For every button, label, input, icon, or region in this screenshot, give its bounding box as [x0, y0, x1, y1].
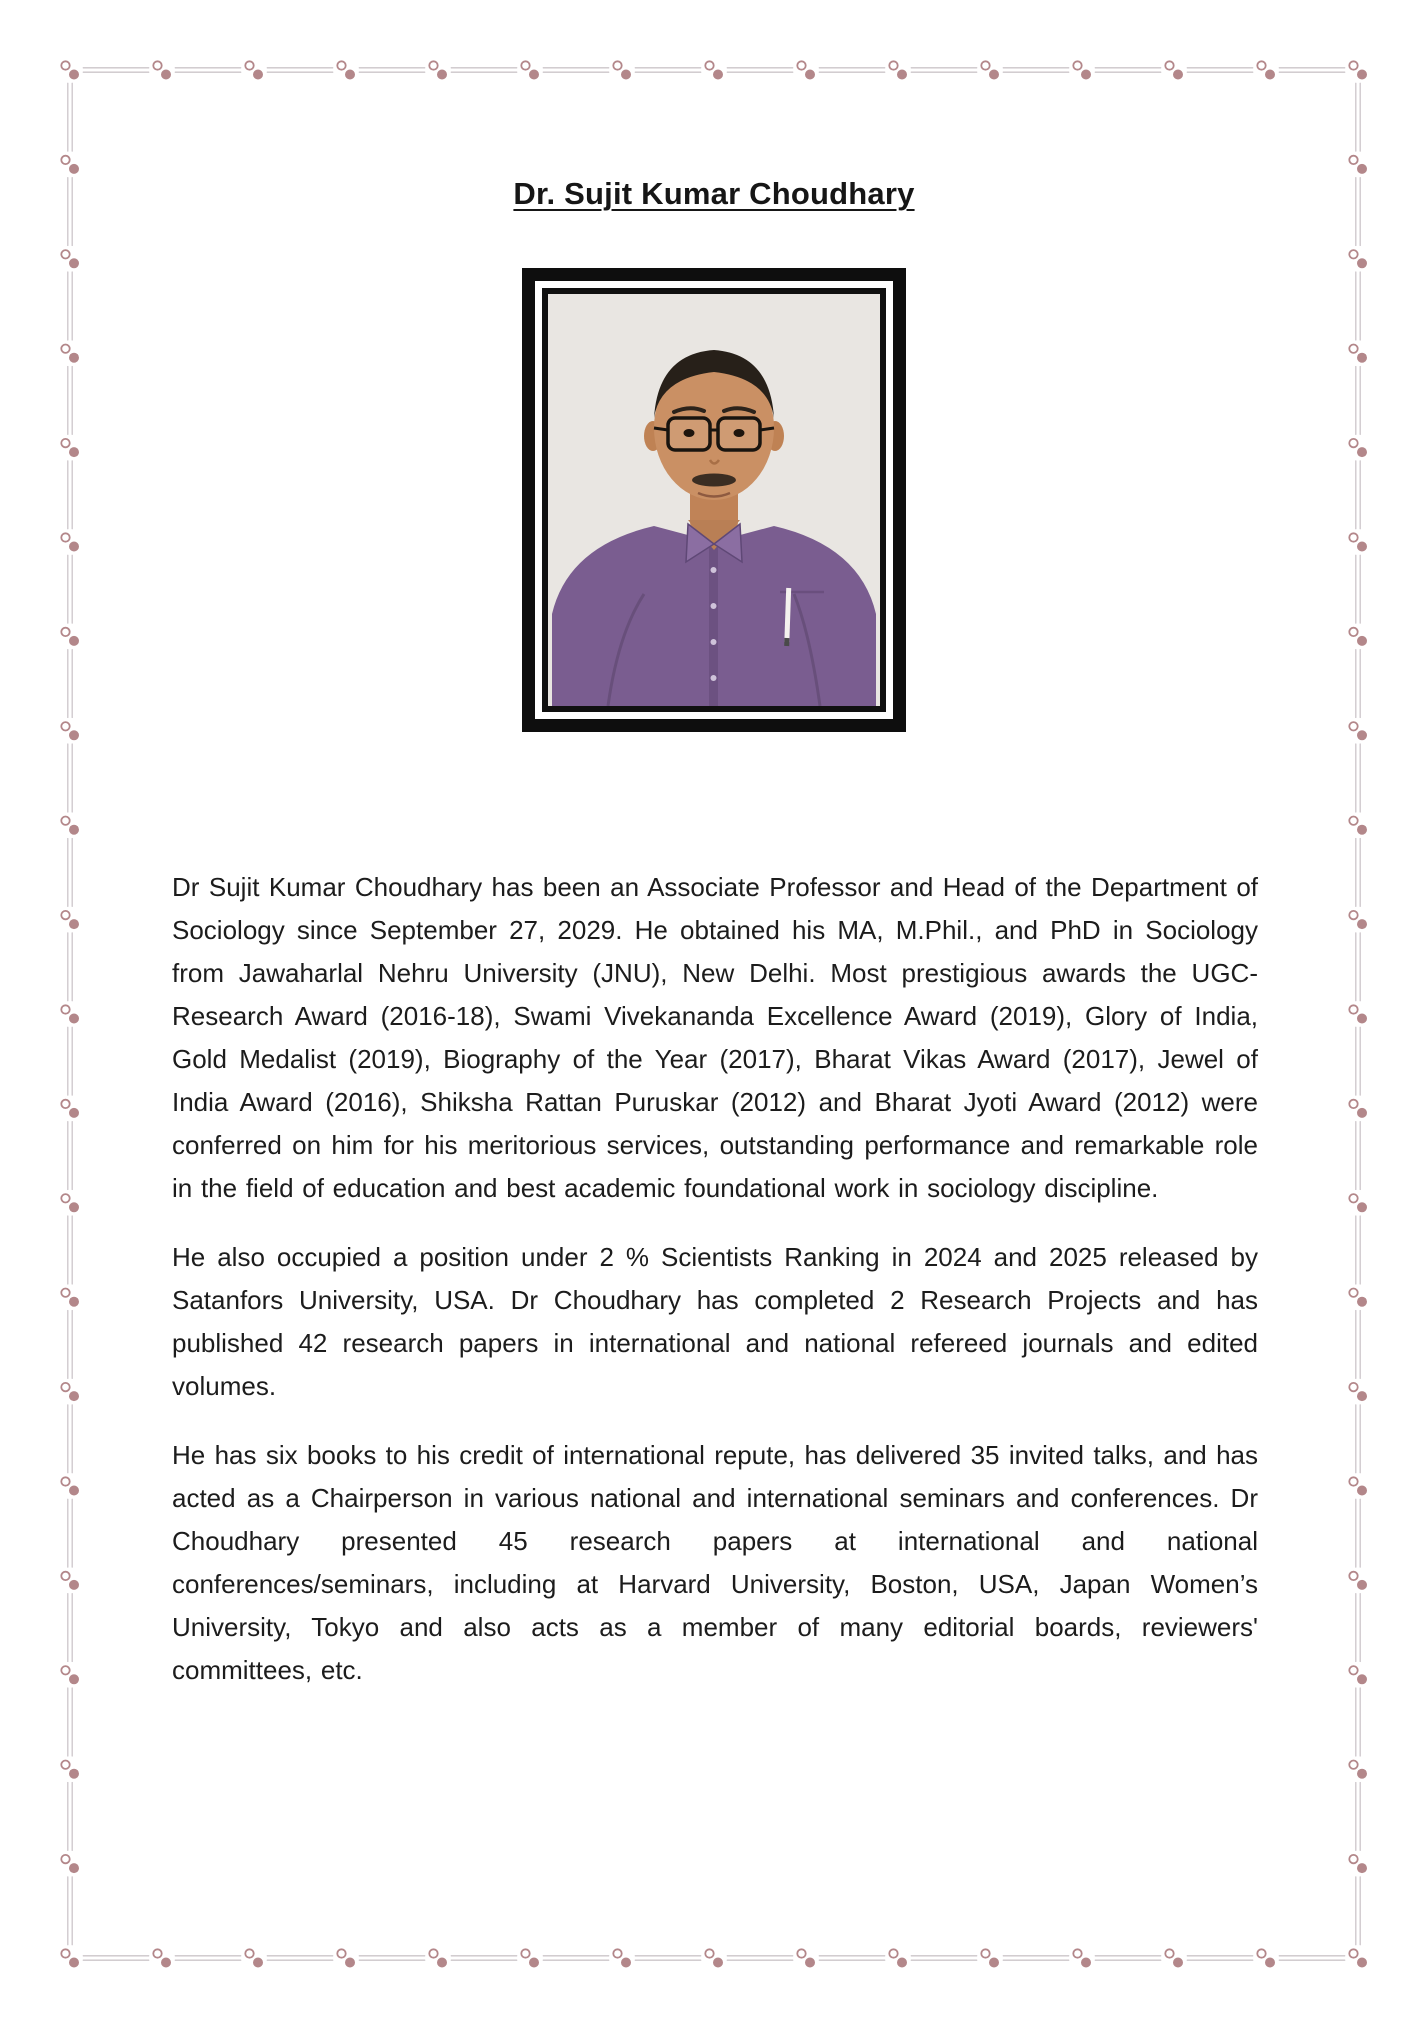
portrait-photo	[542, 288, 886, 712]
bio-paragraph-2: He also occupied a position under 2 % Scientists Ranking in 2024 and 2025 released by Satanfors University, USA. Dr Choudhary has completed 2 Research Projects and has published 42 research papers in international and national refereed journals and edited volumes.	[172, 1242, 1258, 1401]
bio-paragraph-3: He has six books to his credit of international repute, has delivered 35 invited talks, and has acted as a Chairperson in various national and international seminars and conferences. Dr Choudhary presented 45 research papers at international and national conferences/seminars, including at Harvard University, Boston, USA, Japan Women’s University, Tokyo and also acts as a member of many editorial boards, reviewers' committees, etc.	[172, 1440, 1258, 1685]
portrait-illustration	[548, 294, 880, 706]
portrait-frame	[522, 268, 906, 732]
page-title	[0, 176, 1428, 212]
page-title-text: Dr. Sujit Kumar Choudhary	[513, 176, 915, 211]
biography-section	[172, 866, 1258, 1718]
bio-paragraph-1: Dr Sujit Kumar Choudhary has been an Associate Professor and Head of the Department of Sociology since September 27, 2029. He obtained his MA, M.Phil., and PhD in Sociology from Jawaharlal Nehru University (JNU), New Delhi. Most prestigious awards the UGC-Research Award (2016-18), Swami Vivekananda Excellence Award (2019), Glory of India, Gold Medalist (2019), Biography of the Year (2017), Bharat Vikas Award (2017), Jewel of India Award (2016), Shiksha Rattan Puruskar (2012) and Bharat Jyoti Award (2012) were conferred on him for his meritorious services, outstanding performance and remarkable role in the field of education and best academic foundational work in sociology discipline.	[172, 872, 1258, 1203]
